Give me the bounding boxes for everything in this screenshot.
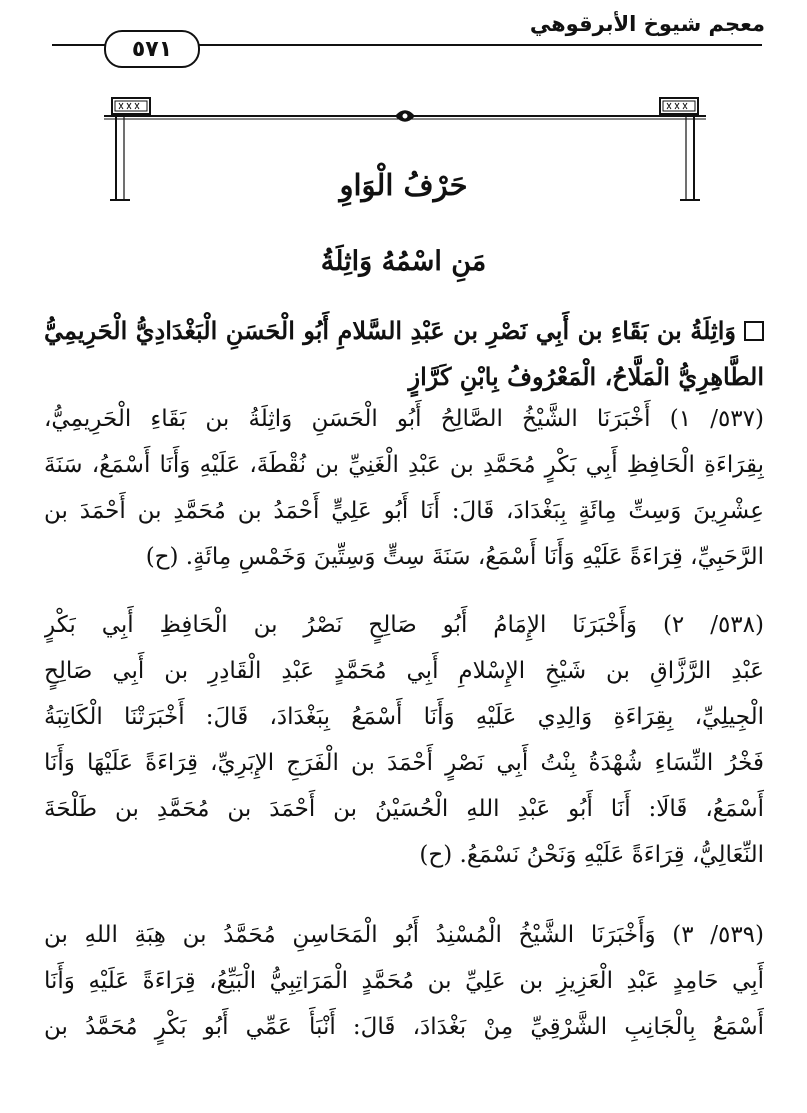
running-header-title: معجم شيوخ الأبرقوهي — [529, 12, 765, 36]
paragraph-line: الرَّحَبِيِّ، قِرَاءَةً عَلَيْهِ وَأَنَا أَسْمَعُ، سَنَةَ سِتٍّ وَسِتِّينَ وَخَمْسِ مِائَةٍ. (ح) — [145, 544, 764, 570]
paragraph-line: (٥٣٩/ ٣) وَأَخْبَرَنَا الشَّيْخُ الْمُسْنِدُ أَبُو الْمَحَاسِنِ مُحَمَّدُ بن هِبَةِ اللهِ بن — [44, 922, 764, 948]
paragraph-line: عَبْدِ الرَّزَّاقِ بن شَيْخِ الإِسْلامِ أَبِي مُحَمَّدٍ عَبْدِ الْقَادِرِ بن أَبِي صَالِحٍ — [44, 658, 764, 684]
section-heading: مَنِ اسْمُهُ وَاثِلَةُ — [320, 246, 487, 277]
paragraph-line: أَسْمَعُ، قَالَا: أَنَا أَبُو عَبْدِ اللهِ الْحُسَيْنُ بن أَحْمَدَ بن مُحَمَّدِ بن طَلْحَةَ — [44, 796, 764, 822]
paragraph-line: عِشْرِينَ وَسِتِّ مِائَةٍ بِبَغْدَادَ، قَالَ: أَنَا أَبُو عَلِيٍّ أَحْمَدُ بن مُحَمَّدِ بن أَحْمَدَ بن — [44, 498, 764, 524]
paragraph-line: الْجِيلِيِّ، بِقِرَاءَةِ وَالِدِي عَلَيْهِ وَأَنَا أَسْمَعُ بِبَغْدَادَ، قَالَ: أَخْبَرَتْنَا الْكَاتِبَةُ — [44, 704, 764, 730]
paragraph-line: بِقِرَاءَةِ الْحَافِظِ أَبِي بَكْرٍ مُحَمَّدِ بن عَبْدِ الْغَنِيِّ بن نُقْطَةَ، عَلَيْهِ وَأَنَا أَسْمَعُ، سَنَةَ — [44, 452, 764, 478]
chapter-title: حَرْفُ الْوَاوِ — [339, 168, 468, 202]
entry-line: الطَّاهِرِيُّ الْمَلَّاحُ، الْمَعْرُوفُ بِابْنِ كَرَّازٍ — [408, 362, 764, 391]
entry-line: وَاثِلَةُ بن بَقَاءِ بن أَبِي نَصْرِ بن عَبْدِ السَّلامِ أَبُو الْحَسَنِ الْبَغْدَادِيُّ الْحَرِيمِيُّ — [44, 308, 764, 354]
square-bullet-icon — [744, 321, 764, 341]
paragraph-line: أَسْمَعُ بِالْجَانِبِ الشَّرْقِيِّ مِنْ بَغْدَادَ، قَالَ: أَنْبَأَ عَمِّي أَبُو بَكْرٍ مُحَمَّدُ بن — [44, 1014, 764, 1040]
paragraph-line: (٥٣٧/ ١) أَخْبَرَنَا الشَّيْخُ الصَّالِحُ أَبُو الْحَسَنِ وَاثِلَةُ بن بَقَاءِ الْحَرِيمِيُّ، — [44, 406, 764, 432]
paragraph-line: أَبِي حَامِدٍ عَبْدِ الْعَزِيزِ بن عَلِيِّ بن مُحَمَّدٍ الْمَرَاتِبِيُّ الْبَيِّعُ، قِرَاءَةً عَلَيْهِ وَأَنَا — [44, 968, 764, 994]
hadith-paragraph-3 — [44, 912, 764, 1050]
hadith-paragraph-2 — [44, 602, 764, 878]
hadith-paragraph-1 — [44, 396, 764, 580]
paragraph-line: فَخْرُ النِّسَاءِ شُهْدَةُ بِنْتُ أَبِي نَصْرٍ أَحْمَدَ بن الْفَرَجِ الإِبَرِيِّ، قِرَاءَةً عَلَيْهَا وَأَنَا — [44, 750, 764, 776]
paragraph-line: النِّعَالِيُّ، قِرَاءَةً عَلَيْهِ وَنَحْنُ نَسْمَعُ. (ح) — [419, 842, 764, 868]
paragraph-line: (٥٣٨/ ٢) وَأَخْبَرَنَا الإِمَامُ أَبُو صَالِحٍ نَصْرُ بن الْحَافِظِ أَبِي بَكْرٍ — [44, 612, 764, 638]
page-number: ٥٧١ — [104, 30, 200, 68]
biography-entry — [44, 308, 764, 400]
